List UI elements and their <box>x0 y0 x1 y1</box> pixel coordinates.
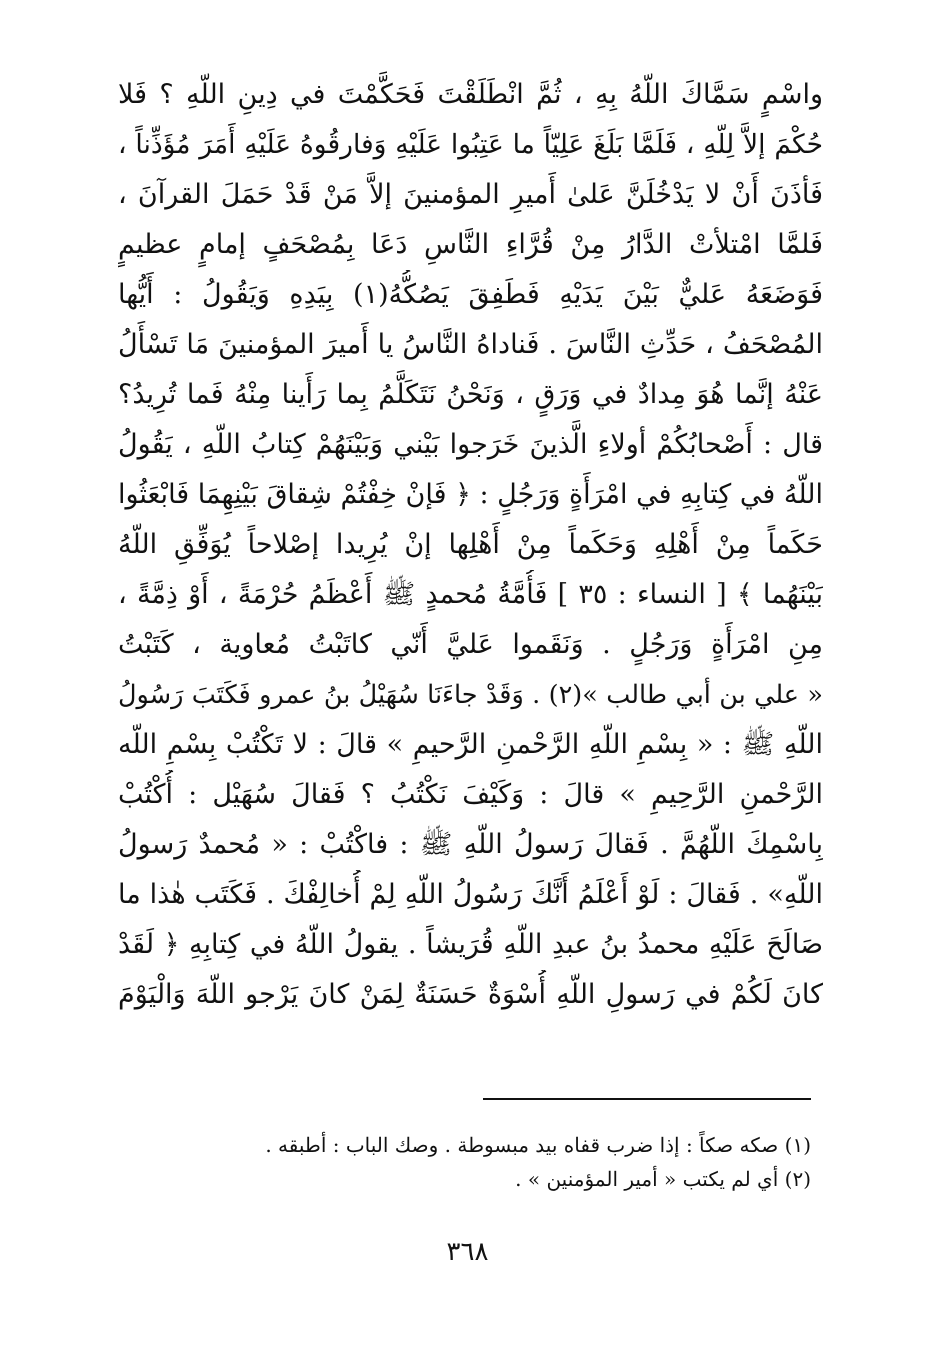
text-line: حُكْمَ إلاَّ لِلّهِ ، فَلَمَّا بَلَغَ عَلِيّاً ما عَتِبُوا عَلَيْهِ وَفارقُوهُ عَلَيْهِ أَمَرَ مُؤَذِّناً ، <box>118 129 823 160</box>
text-line: قال : أَصْحابُكُمْ أولاءِ الَّذينَ خَرَجوا بَيْني وَبَيْنَهُمْ كِتابُ اللّهِ ، يَقُولُ <box>118 429 823 460</box>
text-line: واسْمٍ سَمَّاكَ اللّهُ بِهِ ، ثُمَّ انْطَلَقْتَ فَحَكَّمْتَ في دِينِ اللّهِ ؟ فَلا <box>118 79 823 110</box>
text-line: كانَ لَكُمْ في رَسولِ اللّهِ أُسْوَةٌ حَسَنَةٌ لِمَنْ كانَ يَرْجو اللّهَ وَالْيَوْمَ <box>118 979 823 1010</box>
page-number: ٣٦٨ <box>446 1237 489 1267</box>
main-text <box>118 70 823 1020</box>
text-line: عَنْهُ إنَّما هُوَ مِدادٌ في وَرَقٍ ، وَنَحْنُ نَتَكَلَّمُ بِما رَأَينا مِنْهُ فَما تُرِيدُ؟ <box>118 379 823 410</box>
footnote-2: (٢) أي لم يكتب « أمير المؤمنين » . <box>515 1167 811 1191</box>
text-line: اللّهِ ﷺ : « بِسْمِ اللّهِ الرَّحْمنِ الرَّحيمِ » قالَ : لا تَكْتُبْ بِسْمِ اللّه <box>118 729 823 760</box>
footnote-divider <box>483 1098 811 1100</box>
text-line: « علي بن أبي طالب »(٢) . وَقَدْ جاءَنَا سُهَيْلُ بنُ عمرو فَكَتَبَ رَسُولُ <box>118 680 823 710</box>
footnote-1: (١) صكه صكاً : إذا ضرب قفاه بيد مبسوطة . وصك الباب : أطبقه . <box>265 1133 811 1157</box>
text-line: المُصْحَفُ ، حَدِّثِ النَّاسَ . فَناداهُ النَّاسُ يا أَميرَ المؤمنينَ مَا تَسْأَلُ <box>118 329 823 360</box>
text-line: مِنِ امْرَأَةٍ وَرَجُلٍ . وَنَقَموا عَليَّ أَنّي كاتَبْتُ مُعاوية ، كَتَبْتُ <box>118 629 823 660</box>
text-line: صَالَحَ عَلَيْهِ محمدُ بنُ عبدِ اللّهِ قُرَيشاً . يقولُ اللّهُ في كِتابِهِ ﴿ لَقَدْ <box>118 929 823 960</box>
text-line: اللّهُ في كِتابِهِ في امْرَأَةٍ وَرَجُلٍ : ﴿ فَإنْ خِفْتُمْ شِقاقَ بَيْنِهِمَا فَابْعَثُوا <box>118 479 823 510</box>
text-line: فَوَضَعَهُ عَليٌّ بَيْنَ يَدَيْهِ فَطَفِقَ يَصُكُّهُ(١) بِيَدِهِ وَيَقُولُ : أَيُّها <box>118 279 823 310</box>
text-line: فَأذَنَ أَنْ لا يَدْخُلَنَّ عَلىٰ أَميرِ المؤمنينَ إلاَّ مَنْ قَدْ حَمَلَ القرآنَ ، <box>118 179 823 210</box>
text-line: فَلمَّا امْتلأتْ الدَّارُ مِنْ قُرَّاءِ النَّاسِ دَعَا بِمُصْحَفٍ إمامٍ عظيمٍ <box>118 229 823 260</box>
text-line: حَكَماً مِنْ أَهْلِهِ وَحَكَماً مِنْ أَهْلِها إنْ يُرِيدا إصْلاحاً يُوَفِّقِ اللّهُ <box>118 529 823 560</box>
text-line: بِاسْمِكَ اللّهُمَّ . فَقالَ رَسولُ اللّهِ ﷺ : فاكْتُبْ : « مُحمدٌ رَسولُ <box>118 829 823 860</box>
text-line: بَيْنَهُما ﴾ [ النساء : ٣٥ ] فَأُمَّةُ مُحمدٍ ﷺ أَعْظَمُ حُرْمَةً ، أَوْ ذِمَّةً ، <box>118 579 823 610</box>
text-line: الرَّحْمنِ الرَّحِيمِ » قالَ : وَكَيْفَ نَكْتُبُ ؟ فَقالَ سُهَيْل : أُكْتُبْ <box>118 779 823 810</box>
text-line: اللّهِ» . فَقالَ : لَوْ أَعْلَمُ أَنَّكَ رَسُولُ اللّهِ لِمْ أُخالِفْكَ . فَكَتَب هٰذا ما <box>118 879 823 910</box>
footnotes <box>265 1128 811 1196</box>
